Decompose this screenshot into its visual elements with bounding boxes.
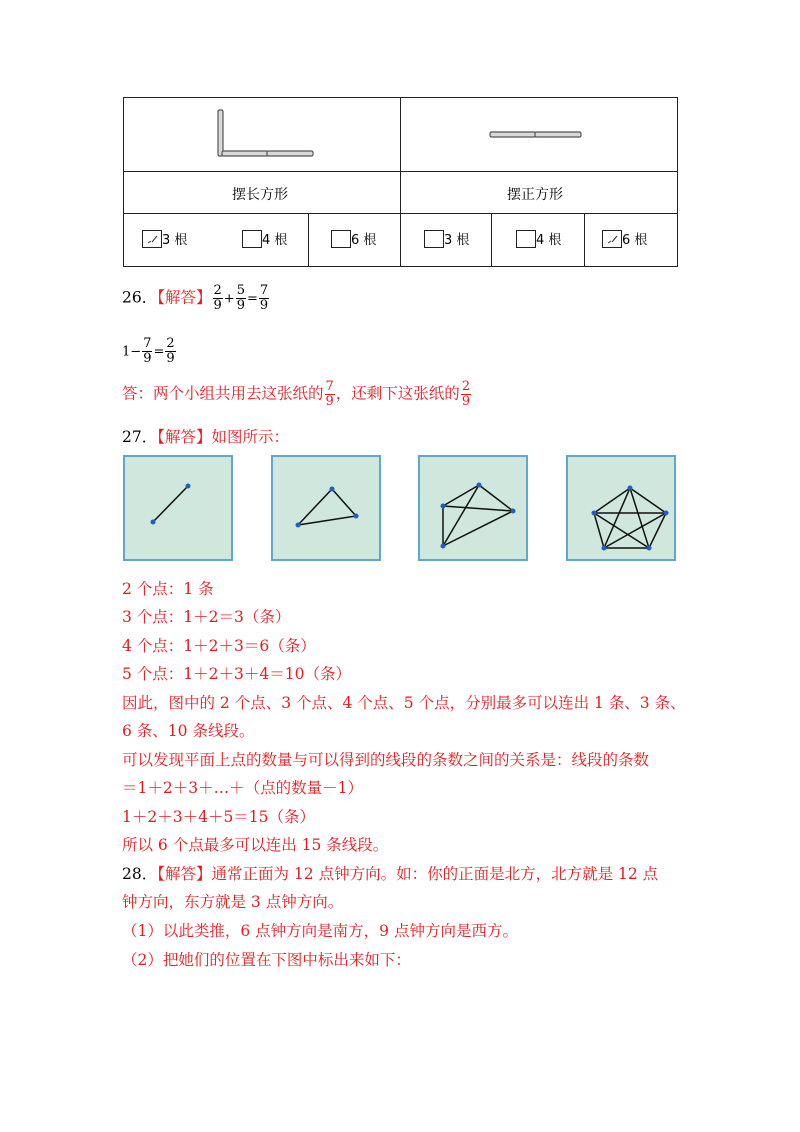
diagram-3-points	[271, 455, 381, 561]
q28-line-4: （2）把她们的位置在下图中标出来如下：	[122, 951, 411, 969]
option-rect-3[interactable]: 3 根	[142, 229, 187, 248]
q27-line-7: 可以发现平面上点的数量与可以得到的线段的条数之间的关系是：线段的条数	[122, 751, 650, 769]
q27-line-10: 所以 6 个点最多可以连出 15 条线段。	[122, 836, 389, 854]
q27-line-3: 4 个点：1＋2＋3＝6（条）	[122, 637, 316, 655]
checkbox-empty[interactable]	[331, 230, 351, 248]
diagram-4-points	[418, 455, 528, 561]
q27-line-4: 5 个点：1＋2＋3＋4＝10（条）	[122, 665, 351, 683]
q27-line-8: ＝1＋2＋3＋…＋（点的数量－1）	[122, 779, 363, 797]
q26-header: 26．【解答】 $\frac{2}{9}$ + $\frac{5}{9}$ = $\frac{7}{9}$	[122, 283, 269, 313]
q26-answer: 答：两个小组共用去这张纸的 $\frac{7}{9}$ ，还剩下这张纸的 $\frac{2}{9}$	[122, 379, 471, 409]
diagram-5-points	[566, 455, 676, 561]
q27-line-5: 因此，图中的 2 个点、3 个点、4 个点、5 个点，分别最多可以连出 1 条、3 条、	[122, 694, 686, 712]
option-square-4[interactable]: 4 根	[516, 229, 561, 248]
option-rect-6[interactable]: 6 根	[331, 229, 376, 248]
q27-line-2: 3 个点：1＋2＝3（条）	[122, 608, 291, 626]
checkbox-checked[interactable]	[142, 230, 162, 248]
q28-line-3: （1）以此类推，6 点钟方向是南方，9 点钟方向是西方。	[122, 922, 518, 940]
caption-square: 摆正方形	[507, 187, 563, 203]
checkbox-empty[interactable]	[424, 230, 444, 248]
q26-equation-2: 1− $\frac{7}{9}$ = $\frac{2}{9}$	[122, 336, 175, 366]
option-square-6[interactable]: 6 根	[602, 229, 647, 248]
l-shape-sticks-image	[212, 108, 322, 160]
checkbox-empty[interactable]	[516, 230, 536, 248]
q27-line-1: 2 个点：1 条	[122, 580, 214, 598]
sticks-table	[123, 97, 678, 267]
q27-header: 27．【解答】如图所示：	[122, 428, 290, 446]
straight-sticks-image	[488, 128, 588, 142]
q27-line-6: 6 条、10 条线段。	[122, 722, 255, 740]
q28-header: 28．【解答】通常正面为 12 点钟方向。如：你的正面是北方，北方就是 12 点	[122, 865, 659, 883]
option-square-3[interactable]: 3 根	[424, 229, 469, 248]
checkbox-checked[interactable]	[602, 230, 622, 248]
q27-line-9: 1＋2＋3＋4＋5＝15（条）	[122, 808, 316, 826]
option-rect-4[interactable]: 4 根	[242, 229, 287, 248]
checkbox-empty[interactable]	[242, 230, 262, 248]
caption-rectangle: 摆长方形	[232, 187, 288, 203]
diagram-2-points	[123, 455, 233, 561]
q28-line-2: 钟方向，东方就是 3 点钟方向。	[122, 893, 344, 911]
